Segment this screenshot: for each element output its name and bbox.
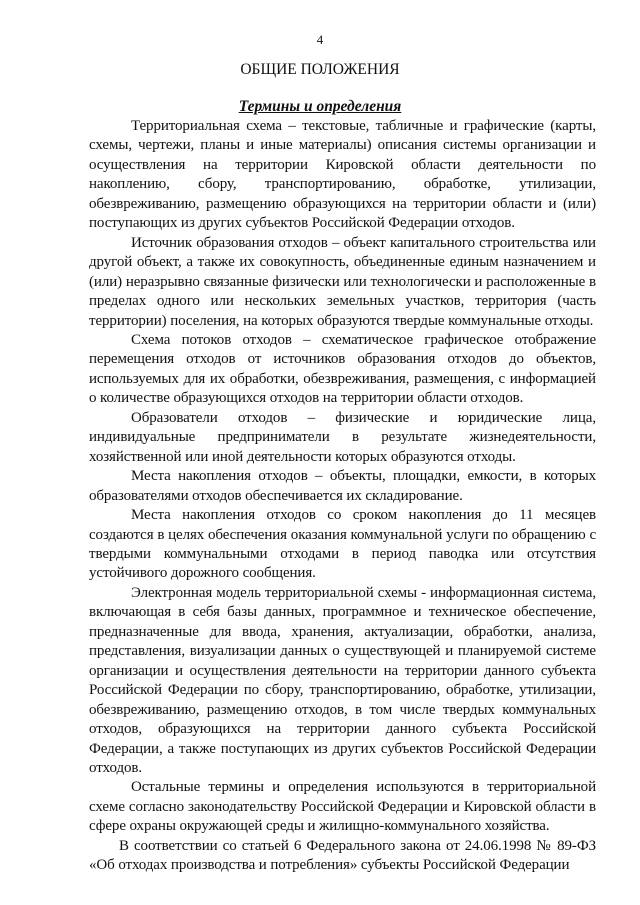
paragraph-waste-generators: Образователи отходов – физические и юридические лица, индивидуальные предприниматели в результате жизнедеятельности, хозяйственной или иной деятельности которых образуются отходы. [89,409,596,465]
paragraph-electronic-model: Электронная модель территориальной схемы - информационная система, включающая в себя базы данных, программное и техническое обеспечение, предназначенные для ввода, хранения, актуализации, обработки, анализа, представления, визуализации данных о существующей и планируемой системе организации и осуществления деятельности на территории данного субъекта Российской Федерации по сбору, транспортированию, обработке, утилизации, обезвреживанию, размещению отходов, в том числе твердых коммунальных отходов, образующихся на территории данного субъекта Российской Федерации, а также поступающих из других субъектов Российской Федерации отходов. [89,584,596,776]
body-text [89,117,596,876]
page-number: 4 [316,32,324,47]
paragraph-federal-law: В соответствии со статьей 6 Федерального закона от 24.06.1998 № 89-ФЗ «Об отходах производства и потребления» субъекты Российской Федерации [89,837,596,874]
paragraph-accumulation-11-months: Места накопления отходов со сроком накопления до 11 месяцев создаются в целях обеспечения оказания коммунальной услуги по обращению с твердыми коммунальными отходами в период паводка или отсутствия устойчивого дорожного сообщения. [89,507,596,582]
paragraph-accumulation-sites: Места накопления отходов – объекты, площадки, емкости, в которых образователями отходов обеспечивается их складирование. [89,468,596,504]
paragraph-waste-source: Источник образования отходов – объект капитального строительства или другой объект, а также их совокупность, объединенные единым назначением и (или) неразрывно связанные физически или технологически и расположенные в пределах одного или нескольких земельных участков, территория (часть территории) поселения, на которых образуются твердые коммунальные отходы. [89,234,596,329]
paragraph-territorial-scheme: Территориальная схема – текстовые, табличные и графические (карты, схемы, чертежи, планы и иные материалы) описания системы организации и осуществления на территории Кировской области деятельности по накоплению, сбору, транспортированию, обработке, утилизации, обезвреживанию, размещению образующихся на территории области и (или) поступающих из других субъектов Российской Федерации отходов. [89,118,596,232]
section-subtitle: Термины и определения [238,98,402,115]
paragraph-waste-flow-scheme: Схема потоков отходов – схематическое графическое отображение перемещения отходов от источников образования отходов до объектов, используемых для их обработки, обезвреживания, размещения, с информацией о количестве образующихся отходов на территории области отходов. [89,331,596,407]
section-title: ОБЩИЕ ПОЛОЖЕНИЯ [240,61,400,78]
paragraph-other-terms: Остальные термины и определения используются в территориальной схеме согласно законодательству Российской Федерации и Кировской области в сфере охраны окружающей среды и жилищно-коммунального хозяйства. [89,779,596,835]
